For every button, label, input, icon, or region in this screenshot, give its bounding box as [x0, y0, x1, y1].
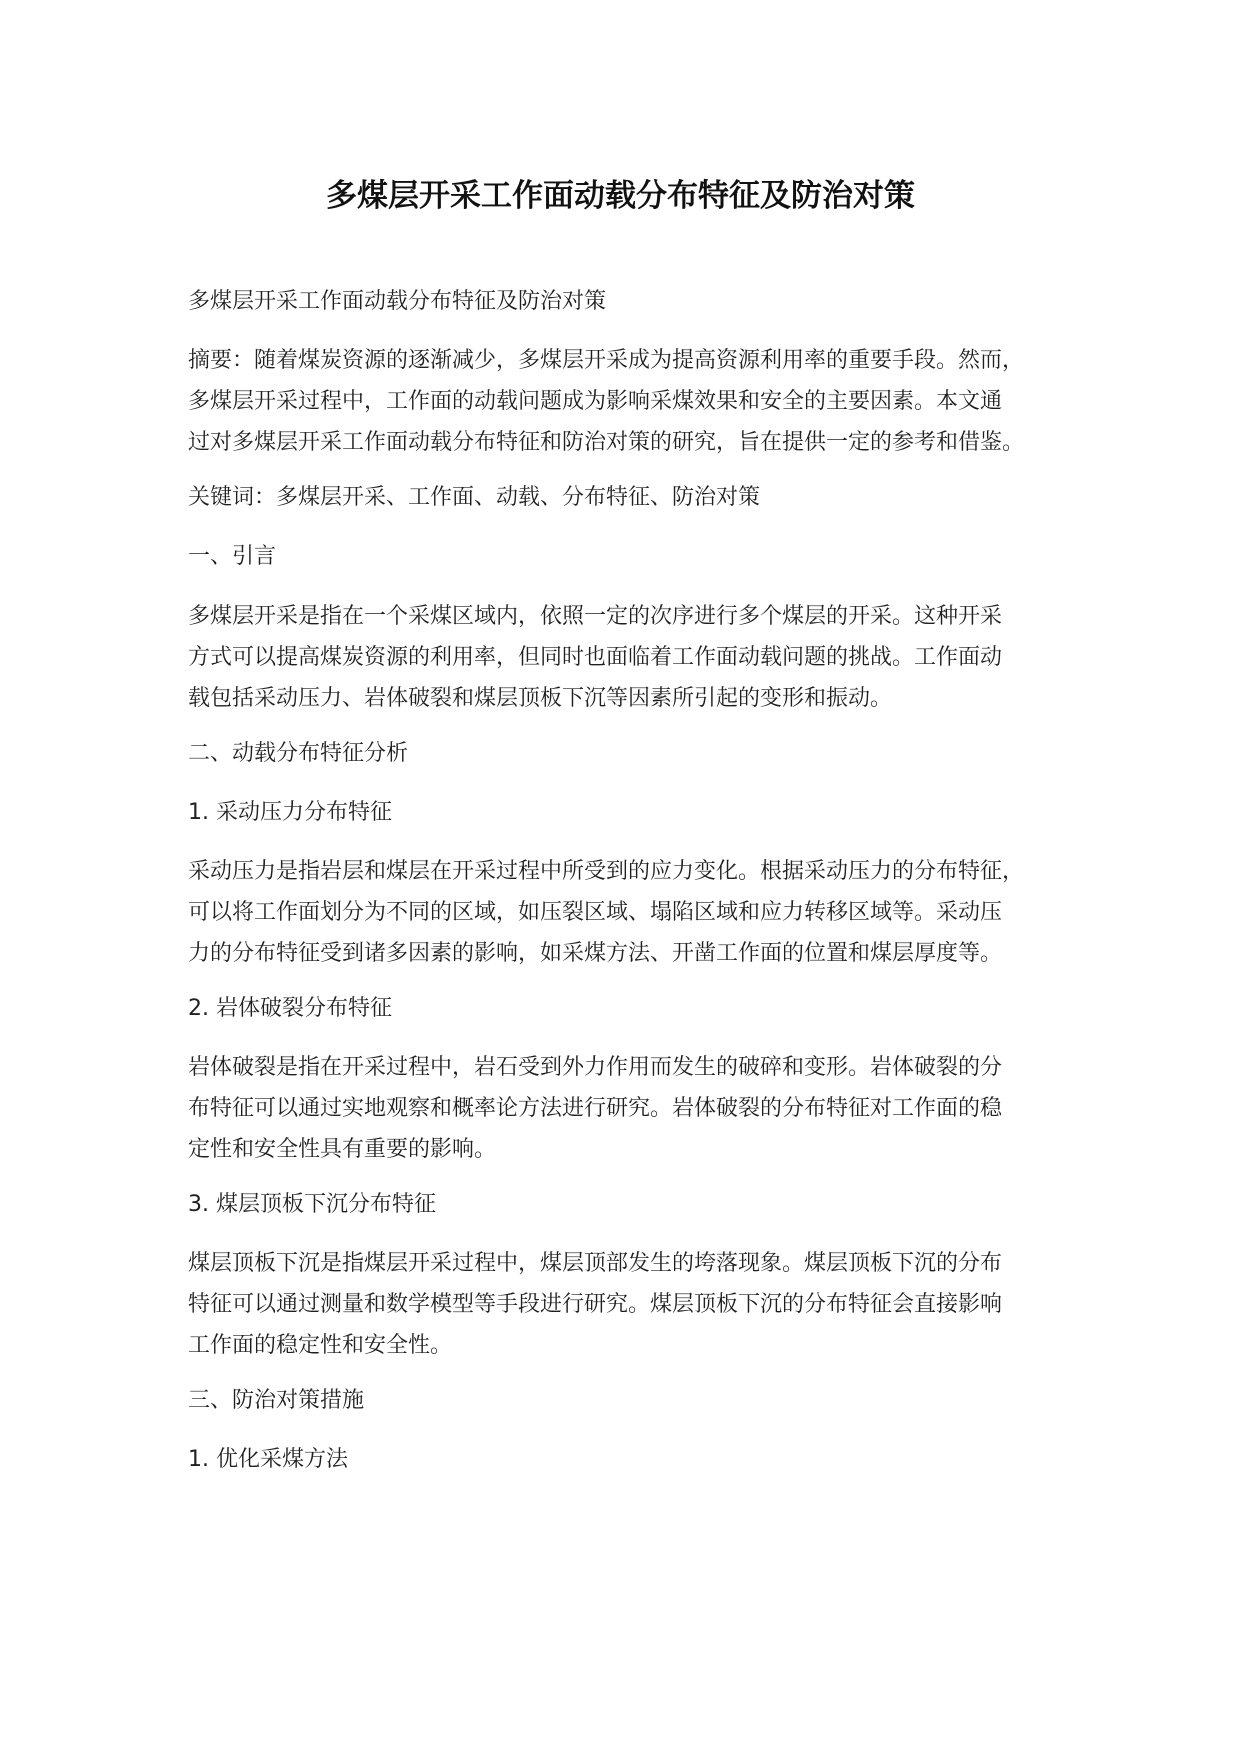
paragraph-line: 可以将工作面划分为不同的区域，如压裂区域、塌陷区域和应力转移区域等。采动压: [188, 900, 1003, 925]
section-heading-introduction: 一、引言: [188, 544, 277, 569]
paragraph-line: 工作面的稳定性和安全性。: [188, 1333, 453, 1358]
paragraph-line: 岩体破裂是指在开采过程中，岩石受到外力作用而发生的破碎和变形。岩体破裂的分: [188, 1055, 1003, 1080]
paragraph-line: 采动压力是指岩层和煤层在开采过程中所受到的应力变化。根据采动压力的分布特征，: [188, 859, 1025, 884]
rock-fracture-paragraph: [188, 1047, 1068, 1170]
abstract-paragraph: [188, 340, 1068, 463]
abstract-line: 过对多煤层开采工作面动载分布特征和防治对策的研究，旨在提供一定的参考和借鉴。: [188, 430, 1025, 455]
document-title: 多煤层开采工作面动载分布特征及防治对策: [326, 178, 915, 214]
subsection-heading-rock-fracture: 2. 岩体破裂分布特征: [188, 996, 392, 1021]
introduction-paragraph: [188, 596, 1068, 719]
paragraph-line: 特征可以通过测量和数学模型等手段进行研究。煤层顶板下沉的分布特征会直接影响: [188, 1292, 1003, 1317]
paragraph-line: 力的分布特征受到诸多因素的影响，如采煤方法、开凿工作面的位置和煤层厚度等。: [188, 941, 1003, 966]
paragraph-line: 定性和安全性具有重要的影响。: [188, 1137, 497, 1162]
paragraph-line: 布特征可以通过实地观察和概率论方法进行研究。岩体破裂的分布特征对工作面的稳: [188, 1096, 1003, 1121]
subsection-heading-optimize-mining: 1. 优化采煤方法: [188, 1447, 348, 1472]
roof-subsidence-paragraph: [188, 1243, 1068, 1366]
subsection-heading-mining-pressure: 1. 采动压力分布特征: [188, 800, 392, 825]
mining-pressure-paragraph: [188, 851, 1068, 974]
abstract-line: 摘要：随着煤炭资源的逐渐减少，多煤层开采成为提高资源利用率的重要手段。然而，: [188, 348, 1025, 373]
keywords-line: 关键词：多煤层开采、工作面、动载、分布特征、防治对策: [188, 485, 761, 510]
document-subtitle: 多煤层开采工作面动载分布特征及防治对策: [188, 289, 607, 314]
paragraph-line: 载包括采动压力、岩体破裂和煤层顶板下沉等因素所引起的变形和振动。: [188, 686, 893, 711]
paragraph-line: 多煤层开采是指在一个采煤区域内，依照一定的次序进行多个煤层的开采。这种开采: [188, 604, 1003, 629]
abstract-line: 多煤层开采过程中，工作面的动载问题成为影响采煤效果和安全的主要因素。本文通: [188, 389, 1003, 414]
section-heading-analysis: 二、动载分布特征分析: [188, 741, 409, 766]
paragraph-line: 方式可以提高煤炭资源的利用率，但同时也面临着工作面动载问题的挑战。工作面动: [188, 645, 1003, 670]
paragraph-line: 煤层顶板下沉是指煤层开采过程中，煤层顶部发生的垮落现象。煤层顶板下沉的分布: [188, 1251, 1003, 1276]
subsection-heading-roof-subsidence: 3. 煤层顶板下沉分布特征: [188, 1192, 436, 1217]
section-heading-countermeasures: 三、防治对策措施: [188, 1388, 365, 1413]
